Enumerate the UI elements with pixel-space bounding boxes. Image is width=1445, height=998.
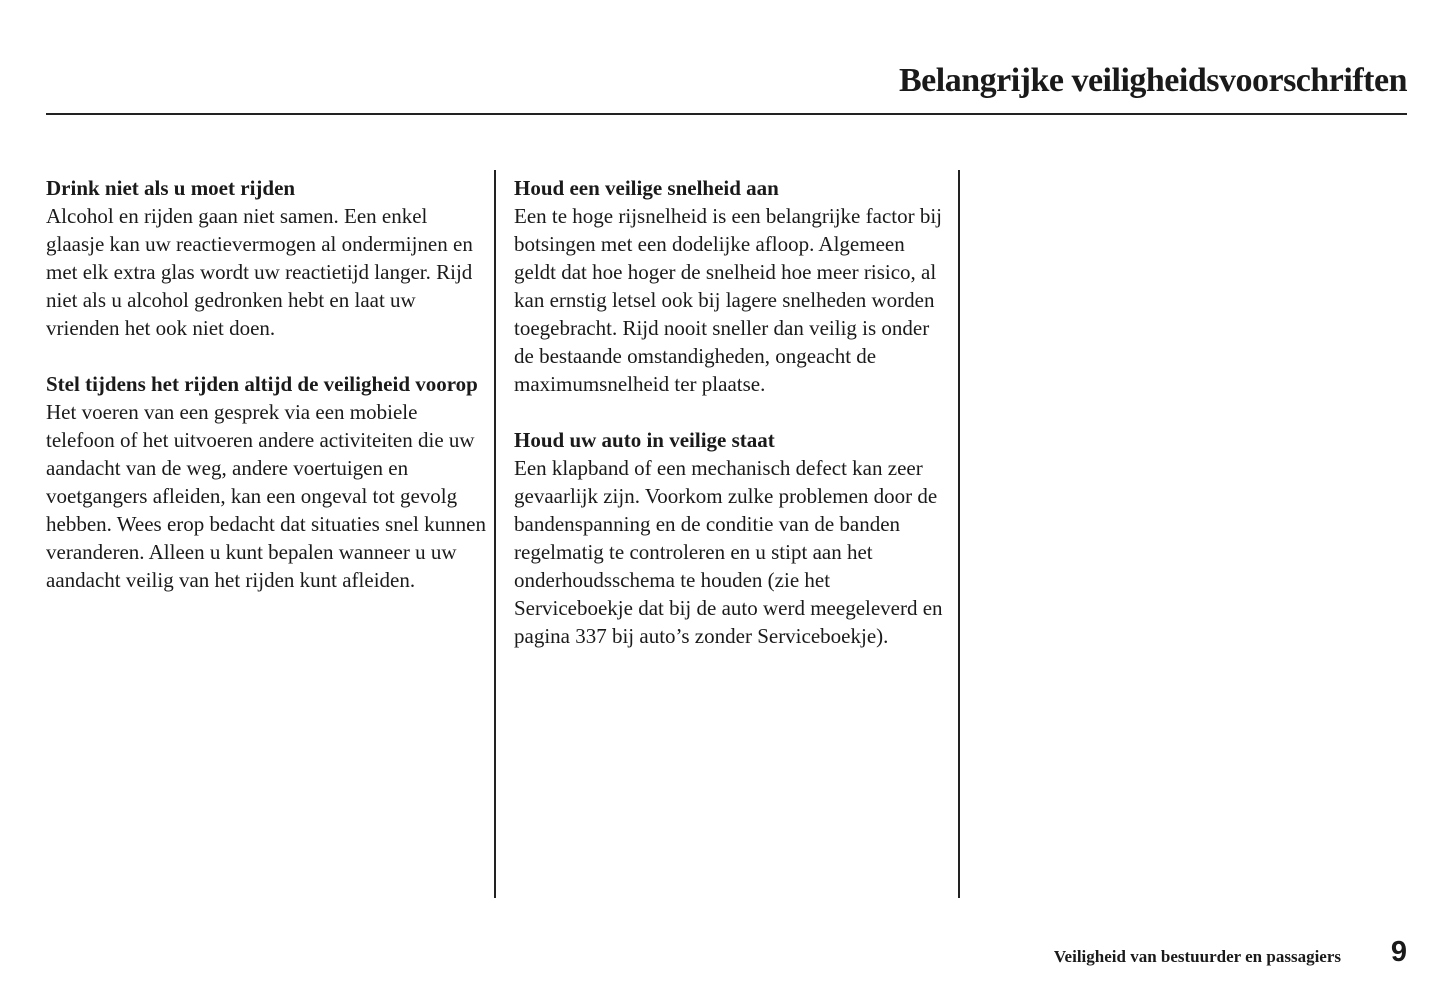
section-body: Een klapband of een mechanisch defect kan zeer gevaarlijk zijn. Voorkom zulke problemen door de bandenspanning en de conditie van de banden regelmatig te controleren en u stipt aan het onderhoudsschema te houden (zie het Serviceboekje dat bij de auto werd meegeleverd en pagina 337 bij auto’s zonder Serviceboekje). (514, 456, 943, 648)
section-body: Het voeren van een gesprek via een mobiele telefoon of het uitvoeren andere activiteiten die uw aandacht van de weg, andere voertuigen en voetgangers afleiden, kan een ongeval tot gevolg hebben. Wees erop bedacht dat situaties snel kunnen veranderen. Alleen u kunt bepalen wanneer u uw aandacht veilig van het rijden kunt afleiden. (46, 400, 486, 592)
section-heading: Houd een veilige snelheid aan (514, 176, 779, 200)
column-divider (958, 170, 960, 898)
section-safe-speed (514, 174, 944, 398)
left-column (46, 174, 486, 622)
section-vehicle-maintenance (514, 426, 944, 650)
column-divider (494, 170, 496, 898)
section-heading: Stel tijdens het rijden altijd de veiligheid voorop (46, 372, 478, 396)
section-body: Alcohol en rijden gaan niet samen. Een enkel glaasje kan uw reactievermogen al ondermijnen en met elk extra glas wordt uw reactietijd langer. Rijd niet als u alcohol gedronken hebt en laat uw vrienden het ook niet doen. (46, 204, 473, 340)
section-drink-driving (46, 174, 486, 342)
section-heading: Drink niet als u moet rijden (46, 176, 296, 200)
chapter-title: Veiligheid van bestuurder en passagiers (1053, 947, 1341, 966)
section-heading: Houd uw auto in veilige staat (514, 428, 775, 452)
middle-column (514, 174, 944, 678)
header-divider (46, 113, 1407, 115)
page-title: Belangrijke veiligheidsvoorschriften (898, 62, 1407, 99)
section-body: Een te hoge rijsnelheid is een belangrijke factor bij botsingen met een dodelijke afloop. Algemeen geldt dat hoe hoger de snelheid hoe meer risico, al kan ernstig letsel ook bij lagere snelheden worden toegebracht. Rijd nooit sneller dan veilig is onder de bestaande omstandigheden, ongeacht de maximumsnelheid ter plaatse. (514, 204, 943, 396)
page-number: 9 (1390, 936, 1407, 968)
section-safety-first (46, 370, 486, 594)
